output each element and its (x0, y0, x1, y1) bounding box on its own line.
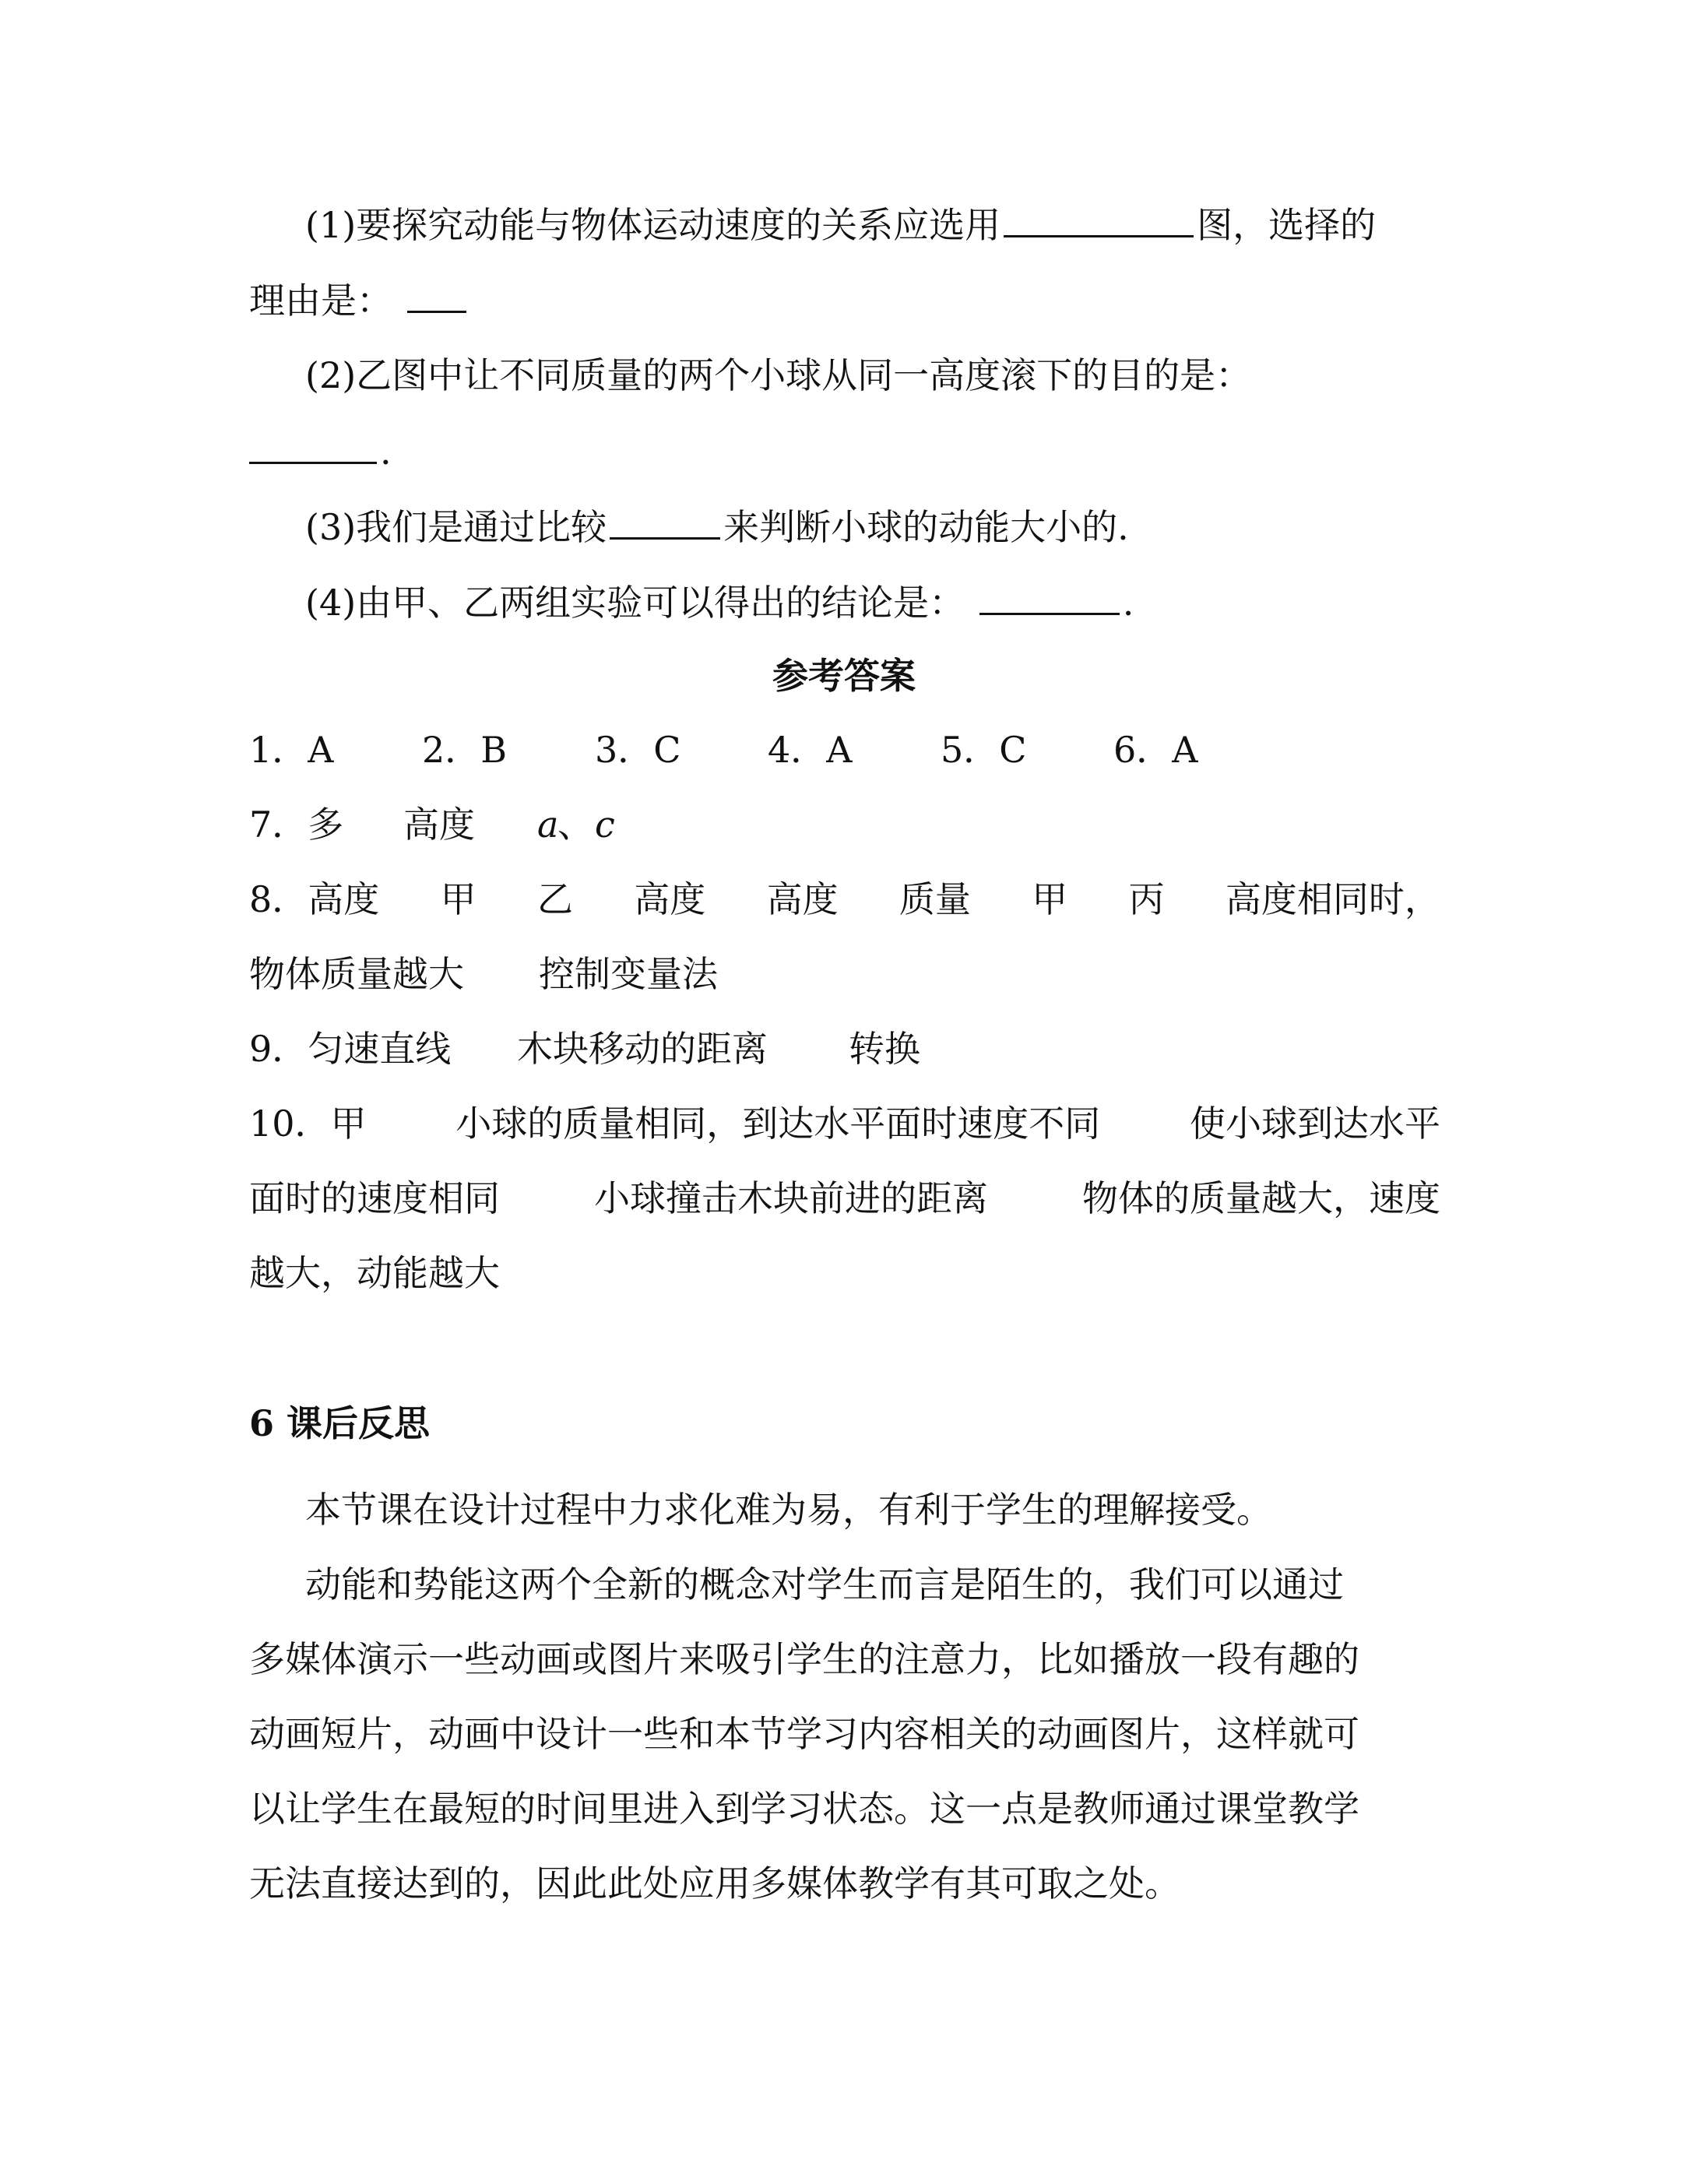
answer-3: 3．C (595, 729, 681, 771)
question-1-line-1 (305, 201, 1496, 248)
answer-5: 5．C (941, 729, 1027, 771)
reflection-paragraph-2-line-4: 以让学生在最短的时间里进入到学习状态。这一点是教师通过课堂教学 (249, 1788, 1359, 1830)
question-2-blank (249, 427, 377, 464)
question-4-blank (979, 579, 1120, 615)
question-3-line (305, 503, 1496, 550)
question-1-line-2 (249, 276, 1440, 324)
reflection-paragraph-2-line-2: 多媒体演示一些动画或图片来吸引学生的注意力，比如播放一段有趣的 (249, 1638, 1359, 1680)
question-4-line (305, 579, 1496, 626)
answers-row-4 (249, 951, 1440, 997)
answer-1: 1．A (249, 729, 334, 771)
question-3-text-b: 来判断小球的动能大小的. (723, 506, 1129, 548)
question-4-text-a: (4)由甲、乙两组实验可以得出的结论是： (305, 582, 965, 624)
answer-8-j: 物体质量越大 (249, 953, 464, 995)
question-3-text-a: (3)我们是通过比较 (305, 506, 607, 548)
answer-8-i: 高度相同时， (1225, 878, 1440, 920)
answer-7-b: 高度 (403, 804, 475, 846)
answers-row-3 (249, 876, 1440, 923)
answer-10-c: 使小球到达水平 (1189, 1103, 1440, 1145)
answer-2: 2．B (422, 729, 508, 771)
answer-8-f: 质量 (899, 878, 971, 920)
question-1-blank-b (407, 276, 466, 313)
answer-8-b: 甲 (440, 878, 477, 920)
answer-10-f: 物体的质量越大，速度 (1082, 1177, 1440, 1219)
answers-row-7 (249, 1175, 1440, 1222)
answer-9-a: 9．匀速直线 (249, 1028, 452, 1070)
answers-row-2 (249, 801, 1440, 848)
question-2-text-a: (2)乙图中让不同质量的两个小球从同一高度滚下的目的是： (305, 354, 1252, 396)
answers-row-8: 越大，动能越大 (249, 1252, 500, 1294)
answer-7-a: 7．多 (249, 804, 344, 846)
answer-8-k: 控制变量法 (539, 953, 718, 995)
question-4-text-b: . (1122, 582, 1134, 624)
answer-10-e: 小球撞击木块前进的距离 (594, 1177, 988, 1219)
reflection-paragraph-1: 本节课在设计过程中力求化难为易，有利于学生的理解接受。 (305, 1489, 1272, 1531)
answer-6: 6．A (1113, 729, 1198, 771)
answer-8-g: 甲 (1032, 878, 1068, 920)
question-2-line-1 (305, 352, 1496, 399)
answers-heading: 参考答案 (772, 655, 916, 697)
reflection-paragraph-2-line-1: 动能和势能这两个全新的概念对学生而言是陌生的，我们可以通过 (305, 1563, 1344, 1605)
question-2-line-2 (249, 427, 1440, 475)
answer-4: 4．A (768, 729, 853, 771)
answers-row-1 (249, 726, 1440, 773)
answer-7-sep: 、 (557, 804, 593, 846)
reflection-paragraph-2-line-5: 无法直接达到的，因此此处应用多媒体教学有其可取之处。 (249, 1862, 1180, 1904)
question-1-text-a: (1)要探究动能与物体运动速度的关系应选用 (305, 204, 1001, 246)
answer-8-a: 8．高度 (249, 878, 380, 920)
answer-10-a: 10．甲 (249, 1103, 367, 1145)
answer-8-h: 丙 (1128, 878, 1165, 920)
answer-10-b: 小球的质量相同，到达水平面时速度不同 (455, 1103, 1101, 1145)
answer-8-e: 高度 (766, 878, 839, 920)
answers-row-6 (249, 1100, 1440, 1147)
answers-row-5 (249, 1025, 1440, 1072)
answer-7-d: c (595, 804, 615, 846)
question-1-text-c: 理由是： (249, 280, 392, 322)
answer-8-c: 乙 (536, 878, 573, 920)
answer-10-d: 面时的速度相同 (249, 1177, 500, 1219)
reflection-paragraph-2-line-3: 动画短片，动画中设计一些和本节学习内容相关的动画图片，这样就可 (249, 1713, 1359, 1755)
answer-8-d: 高度 (634, 878, 706, 920)
reflection-heading: 6 课后反思 (249, 1402, 431, 1444)
question-3-blank (610, 503, 720, 540)
question-2-text-b: . (380, 431, 392, 473)
answer-9-b: 木块移动的距离 (517, 1028, 768, 1070)
question-1-text-b: 图，选择的 (1197, 204, 1377, 246)
question-1-blank-a (1004, 201, 1194, 237)
answer-9-c: 转换 (849, 1028, 920, 1070)
answer-7-c: a (537, 804, 559, 846)
